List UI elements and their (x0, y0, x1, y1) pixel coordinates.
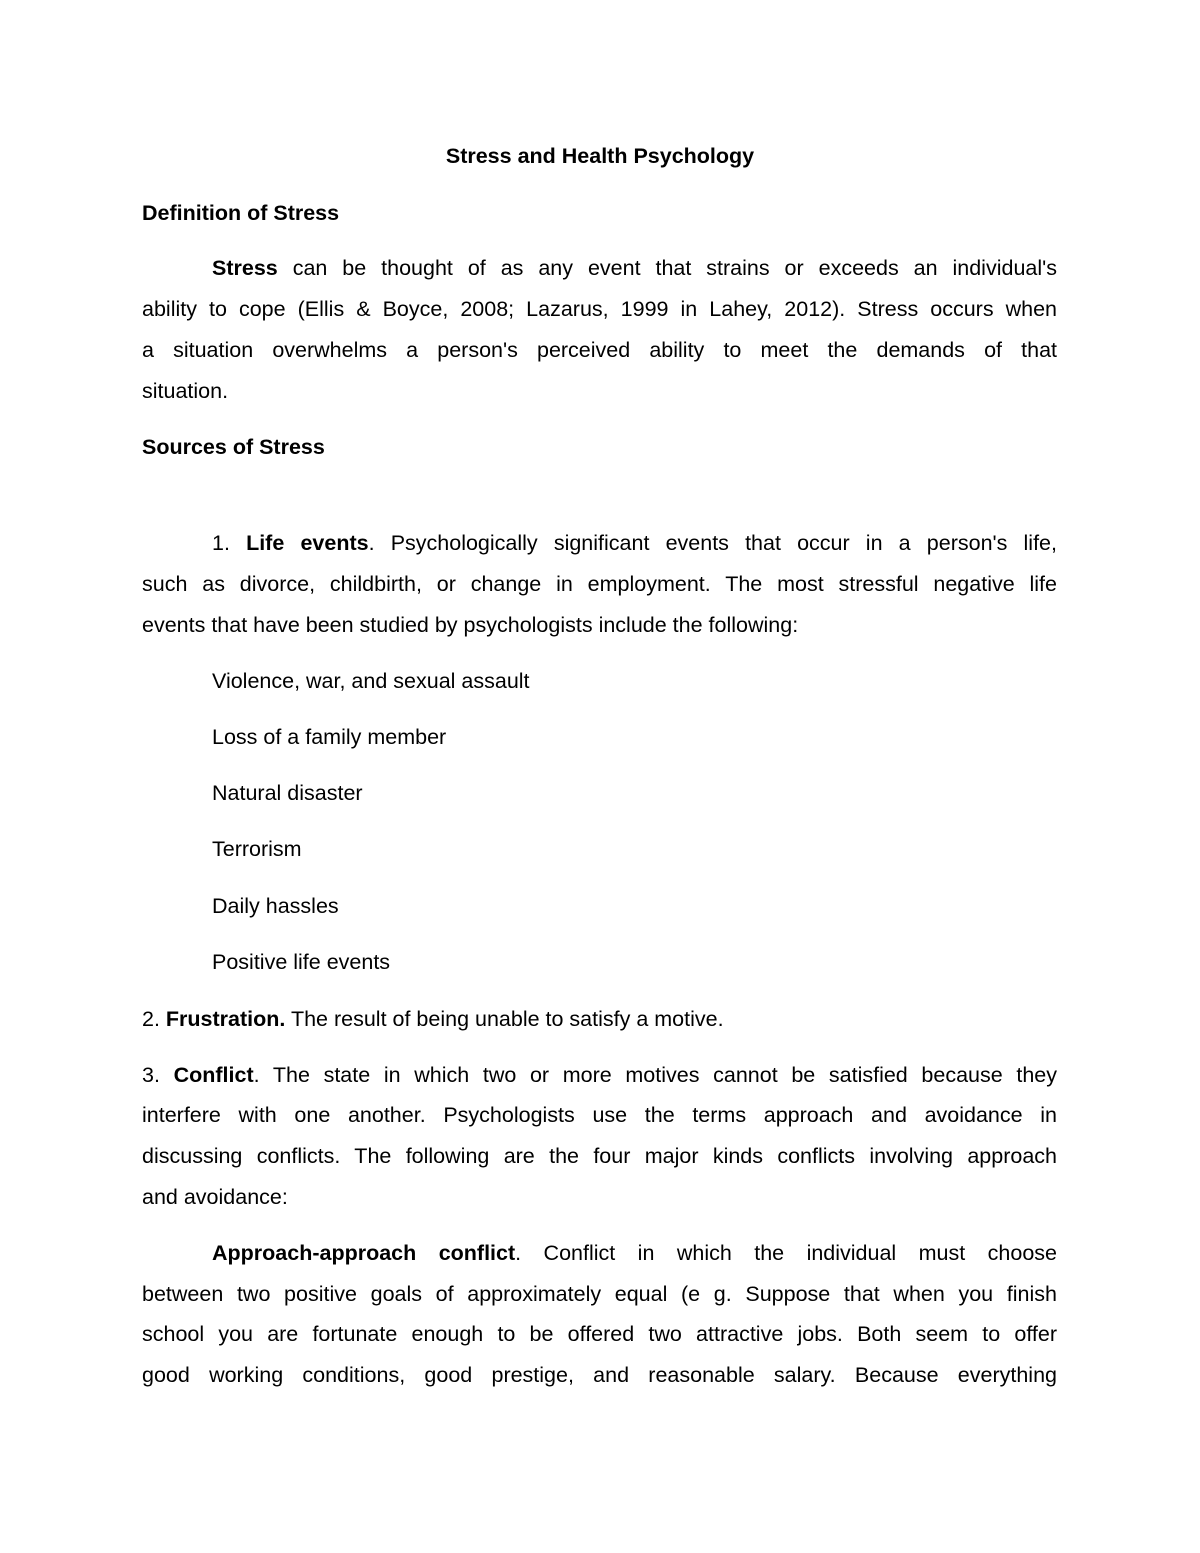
life-events-line-2: such as divorce, childbirth, or change in employment. The most stressful negative life (142, 572, 1057, 596)
life-events-line-3: events that have been studied by psychologists include the following: (142, 613, 799, 637)
definition-line-3: a situation overwhelms a person's perceived ability to meet the demands of that (142, 338, 1057, 362)
conflict-line-2: interfere with one another. Psychologists use the terms approach and avoidance in (142, 1103, 1057, 1127)
frustration-number: 2. (142, 1007, 166, 1031)
approach-line-1 (142, 1240, 1057, 1266)
approach-line-1-text: . Conflict in which the individual must choose (515, 1241, 1057, 1265)
approach-line-4: good working conditions, good prestige, and reasonable salary. Because everything (142, 1363, 1057, 1387)
life-event-item: Natural disaster (212, 781, 363, 805)
definition-line-4: situation. (142, 379, 229, 403)
conflict-line-1-text: . The state in which two or more motives cannot be satisfied because they (253, 1063, 1057, 1087)
frustration-term: Frustration. (165, 1007, 286, 1031)
life-event-item: Terrorism (212, 837, 302, 861)
approach-line-3: school you are fortunate enough to be offered two attractive jobs. Both seem to offer (142, 1322, 1057, 1346)
conflict-line-1 (142, 1062, 1057, 1088)
sources-heading: Sources of Stress (142, 435, 325, 459)
approach-term: Approach-approach conflict (212, 1241, 516, 1265)
frustration-line (142, 1006, 1057, 1032)
conflict-line-4: and avoidance: (142, 1185, 288, 1209)
definition-line-1 (142, 255, 1057, 281)
conflict-line-3: discussing conflicts. The following are the four major kinds conflicts involving approach (142, 1144, 1057, 1168)
life-event-item: Violence, war, and sexual assault (212, 669, 530, 693)
stress-term: Stress (212, 256, 278, 280)
conflict-number: 3. (142, 1063, 174, 1087)
definition-line-2: ability to cope (Ellis & Boyce, 2008; Lazarus, 1999 in Lahey, 2012). Stress occurs when (142, 297, 1057, 321)
definition-heading: Definition of Stress (142, 201, 340, 225)
life-events-term: Life events (246, 531, 369, 555)
life-events-line-1-text: . Psychologically significant events that occur in a person's life, (368, 531, 1057, 555)
life-event-item: Daily hassles (212, 894, 339, 918)
page-title: Stress and Health Psychology (445, 144, 755, 168)
life-event-item: Positive life events (212, 950, 391, 974)
conflict-term: Conflict (173, 1063, 254, 1087)
definition-line-1-text: can be thought of as any event that strains or exceeds an individual's (277, 256, 1057, 280)
approach-line-2: between two positive goals of approximately equal (e g. Suppose that when you finish (142, 1282, 1057, 1306)
life-events-line-1 (142, 530, 1057, 556)
frustration-text: The result of being unable to satisfy a motive. (285, 1007, 724, 1031)
life-event-item: Loss of a family member (212, 725, 447, 749)
life-events-number: 1. (212, 531, 247, 555)
